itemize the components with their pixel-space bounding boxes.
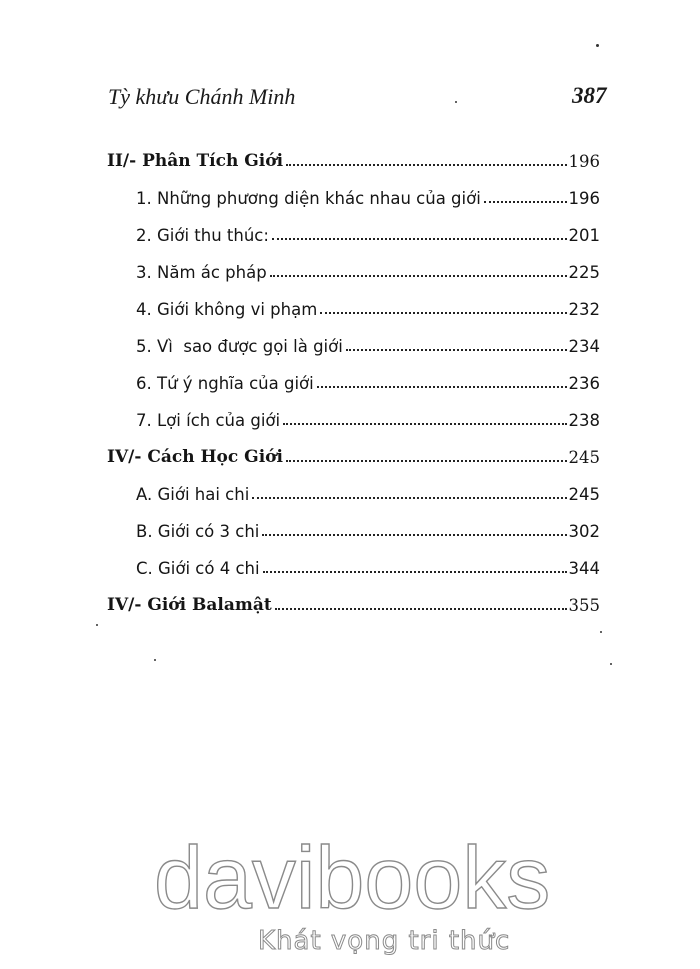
- toc-entry-page: 344: [568, 559, 600, 578]
- dot-leader: [262, 534, 566, 536]
- toc-entry-page: 234: [568, 337, 600, 356]
- print-speck: [154, 659, 156, 661]
- toc-section-gioi-balamat: [107, 589, 600, 615]
- print-speck: [596, 44, 599, 47]
- dot-leader: [272, 238, 567, 240]
- page-number: 387: [572, 83, 607, 108]
- toc-entry-page: 196: [568, 152, 600, 171]
- toc-entry-page: 245: [568, 485, 600, 504]
- toc-entry-page: 355: [568, 596, 600, 615]
- dot-leader: [275, 608, 567, 610]
- toc-entry-page: 302: [568, 522, 600, 541]
- toc-entry-label: 5. Vì sao được gọi là giới: [136, 337, 343, 356]
- print-speck: [455, 101, 457, 103]
- dot-leader: [320, 312, 566, 314]
- toc-item: [136, 552, 600, 578]
- dot-leader: [317, 386, 567, 388]
- toc-section-cach-hoc-gioi: [107, 441, 600, 467]
- toc-item: [136, 293, 600, 319]
- toc-entry-page: 238: [568, 411, 600, 430]
- watermark-brand: davibooks: [154, 828, 551, 927]
- print-speck: [600, 631, 602, 633]
- toc-entry-label: IV/- Giới Balamật: [107, 595, 272, 615]
- toc-section-phan-tich-gioi: [107, 145, 600, 171]
- toc-item: [136, 515, 600, 541]
- dot-leader: [346, 349, 567, 351]
- toc-entry-label: 4. Giới không vi phạm: [136, 300, 318, 319]
- toc-item: [136, 256, 600, 282]
- toc-entry-page: 196: [568, 189, 600, 208]
- toc-entry-label: 3. Năm ác pháp: [136, 263, 267, 282]
- toc-entry-page: 225: [568, 263, 600, 282]
- toc-entry-label: 2. Giới thu thúc:: [136, 226, 269, 245]
- dot-leader: [286, 460, 567, 462]
- toc-item: [136, 219, 600, 245]
- toc-item: [136, 367, 600, 393]
- toc-entry-label: IV/- Cách Học Giới: [107, 447, 283, 467]
- dot-leader: [484, 201, 567, 203]
- dot-leader: [252, 497, 566, 499]
- toc-entry-label: B. Giới có 3 chi: [136, 522, 260, 541]
- toc-entry-label: A. Giới hai chi: [136, 485, 250, 504]
- toc-entry-label: 6. Tứ ý nghĩa của giới: [136, 374, 314, 393]
- toc-item: [136, 330, 600, 356]
- toc-entry-page: 236: [568, 374, 600, 393]
- toc-item: [136, 182, 600, 208]
- print-speck: [96, 624, 98, 626]
- dot-leader: [263, 571, 567, 573]
- toc-entry-page: 245: [568, 448, 600, 467]
- toc-item: [136, 478, 600, 504]
- watermark-slogan: Khát vọng tri thức: [258, 926, 511, 956]
- toc-entry-label: 1. Những phương diện khác nhau của giới: [136, 189, 481, 208]
- toc-entry-page: 201: [568, 226, 600, 245]
- running-header-author: Tỳ khưu Chánh Minh: [108, 84, 296, 109]
- dot-leader: [270, 275, 567, 277]
- toc-entry-label: C. Giới có 4 chi: [136, 559, 260, 578]
- toc-entry-label: 7. Lợi ích của giới: [136, 411, 281, 430]
- print-speck: [610, 663, 612, 665]
- toc-entry-label: II/- Phân Tích Giới: [107, 151, 284, 171]
- dot-leader: [283, 423, 566, 425]
- toc-entry-page: 232: [568, 300, 600, 319]
- toc-item: [136, 404, 600, 430]
- dot-leader: [286, 164, 566, 166]
